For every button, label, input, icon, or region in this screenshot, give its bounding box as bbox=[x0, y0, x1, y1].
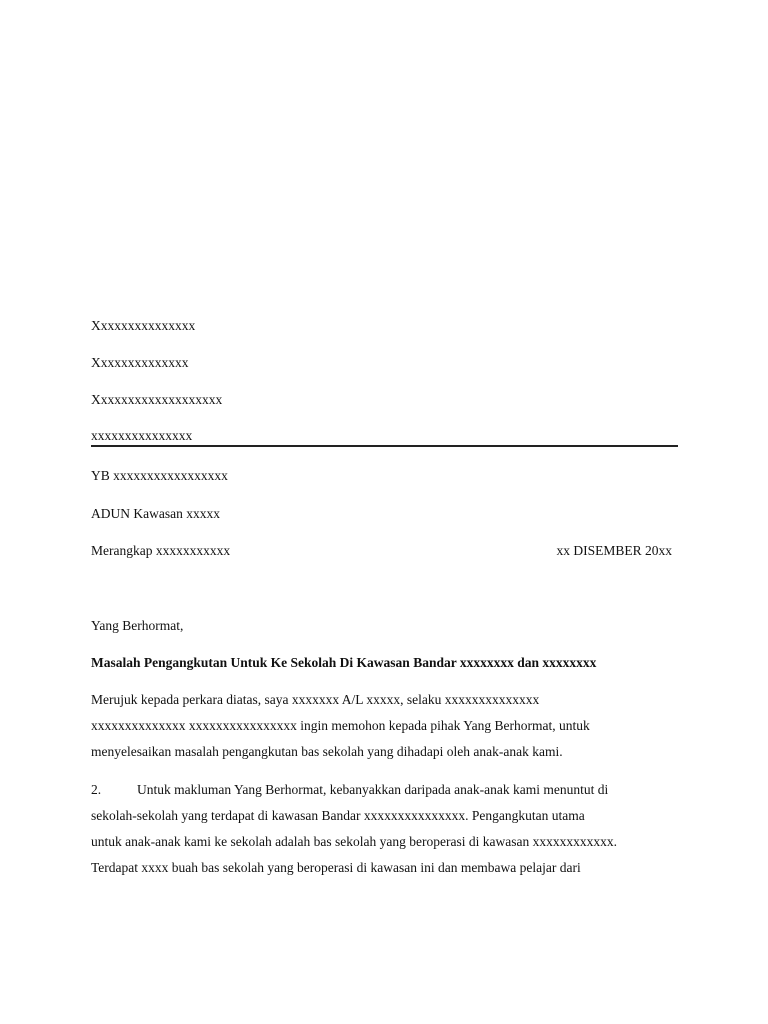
para1-line-1: Merujuk kepada perkara diatas, saya xxxxxxx A/L xxxxx, selaku xxxxxxxxxxxxxx bbox=[91, 692, 540, 707]
recipient-line-3: Merangkap xxxxxxxxxxx bbox=[91, 543, 231, 558]
sender-line-3: Xxxxxxxxxxxxxxxxxxx bbox=[91, 392, 223, 407]
para2-line-2: sekolah-sekolah yang terdapat di kawasan Bandar xxxxxxxxxxxxxxx. Pengangkutan utama bbox=[91, 808, 585, 823]
para2-number: 2. bbox=[91, 782, 102, 797]
para2-line-4: Terdapat xxxx buah bas sekolah yang beroperasi di kawasan ini dan membawa pelajar dari bbox=[91, 860, 581, 875]
para2-line-3: untuk anak-anak kami ke sekolah adalah bas sekolah yang beroperasi di kawasan xxxxxxxxxxxx. bbox=[91, 834, 617, 849]
para2-line-1-text: Untuk makluman Yang Berhormat, kebanyakkan daripada anak-anak kami menuntut di bbox=[137, 782, 609, 797]
subject-heading: Masalah Pengangkutan Untuk Ke Sekolah Di Kawasan Bandar xxxxxxxx dan xxxxxxxx bbox=[91, 655, 597, 670]
para2-line-1 bbox=[91, 782, 608, 798]
sender-line-4: xxxxxxxxxxxxxxx bbox=[91, 428, 193, 443]
recipient-line-1: YB xxxxxxxxxxxxxxxxx bbox=[91, 468, 228, 483]
salutation: Yang Berhormat, bbox=[91, 618, 184, 633]
letter-date: xx DISEMBER 20xx bbox=[556, 543, 672, 558]
para1-line-3: menyelesaikan masalah pengangkutan bas sekolah yang dihadapi oleh anak-anak kami. bbox=[91, 744, 563, 759]
header-divider bbox=[91, 445, 678, 447]
para1-line-2: xxxxxxxxxxxxxx xxxxxxxxxxxxxxxx ingin memohon kepada pihak Yang Berhormat, untuk bbox=[91, 718, 590, 733]
sender-line-1: Xxxxxxxxxxxxxxx bbox=[91, 318, 196, 333]
recipient-line-2: ADUN Kawasan xxxxx bbox=[91, 506, 220, 521]
sender-line-2: Xxxxxxxxxxxxxx bbox=[91, 355, 189, 370]
